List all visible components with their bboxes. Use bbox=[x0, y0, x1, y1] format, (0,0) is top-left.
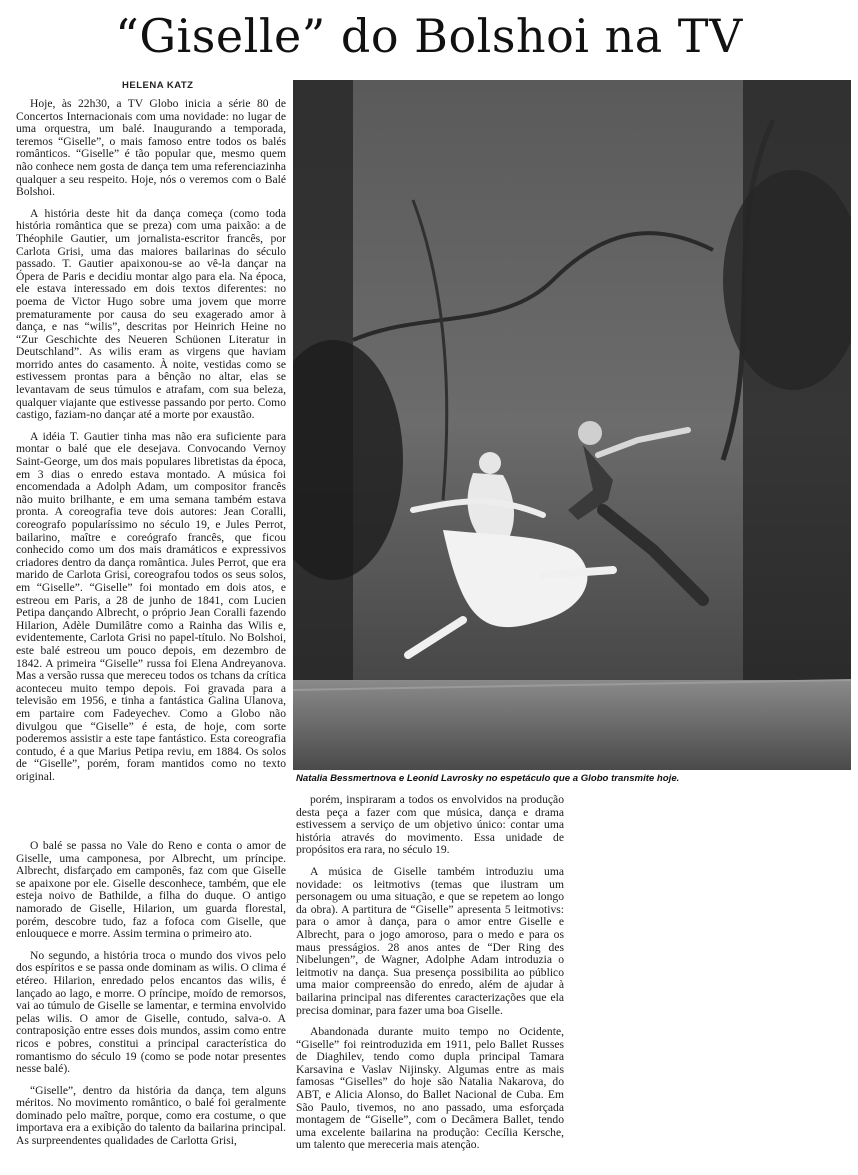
headline: “Giselle” do Bolshoi na TV bbox=[115, 9, 743, 63]
paragraph: O balé se passa no Vale do Reno e conta o amor de Giselle, uma camponesa, por Albrecht, um príncipe. Albrecht, disfarçado em camponês, faz com que Giselle se apaixone por ele. Giselle desconhece, também, que ele esteja noivo de Bathilde, a filha do duque. O antigo namorado de Giselle, Hilarion, um guarda florestal, porém, descobre tudo, faz a fofoca com Giselle, que enlouquece e morre. Assim termina o primeiro ato. bbox=[16, 839, 286, 941]
paragraph: A história deste hit da dança começa (como toda história romântica que se preza) com uma paixão: a de Théophile Gautier, um jornalista-escritor francês, por Carlota Grisi, uma das maiores bailarinas do século passado. T. Gautier apaixonou-se ao vê-la dançar na Ópera de Paris e decidiu montar algo para ela. Na época, ele estava interessado em dois textos diferentes: no poema de Victor Hugo sobre uma jovem que morre prematuramente por causa do seu exagerado amor à dança, e nas “wilis”, descritas por Heinrich Heine no “Zur Geschichte des Neueren Schüonen Literatur in Deutschland”. As wilis eram as virgens que haviam morrido antes do casamento. À noite, vestidas como se estivessem prontas para a bênção no altar, elas se levantavam de seus túmulos e atrafam, com sua beleza, qualquer viajante que estivesse passando por perto. Como castigo, faziam-no dançar até a morte por exaustão. bbox=[16, 206, 286, 422]
photo-caption: Natalia Bessmertnova e Leonid Lavrosky no espetáculo que a Globo transmite hoje. bbox=[296, 773, 680, 784]
ballet-photo bbox=[293, 80, 851, 770]
article-column-left-bottom bbox=[16, 840, 286, 1157]
paragraph: A música de Giselle também introduziu uma novidade: os leitmotivs (temas que ilustram um personagem ou uma situação, e que se repetem ao longo da obra). A partitura de “Giselle” apresenta 5 leitmotivs: para o amor à dança, para o amor entre Giselle e Albrecht, para o jogo amoroso, para o medo e para os maus presságios. 28 anos antes de “Der Ring des Nibelungen”, de Wagner, Adolphe Adam introduzia o leitmotiv na dança. Sua presença possibilita ao público uma maior compreensão do enredo, além de ajudar à bailarina principal nas diferentes caracterizações que ela precisa dominar, para fazer uma boa Giselle. bbox=[296, 864, 564, 1017]
paragraph: Hoje, às 22h30, a TV Globo inicia a série 80 de Concertos Internacionais com uma novidade: no lugar de uma orquestra, um balé. Inaugurando a temporada, teremos “Giselle”, o mais famoso entre todos os balés românticos. “Giselle” é tão popular que, mesmo quem não conhece nem gosta de dança tem uma referenciazinha qualquer a seu respeito. Hoje, nós o veremos com o Balé Bolshoi. bbox=[16, 97, 286, 199]
paragraph: No segundo, a história troca o mundo dos vivos pelo dos espíritos e se passa onde dominam as wilis. O clima é etéreo. Hilarion, enredado pelos encantos das wilis, é lançado ao lago, e morre. O príncipe, moído de remorsos, vai ao túmulo de Giselle se lamentar, e termina envolvido pelas wilis. O amor de Giselle, contudo, salva-o. A contraposição entre esses dois mundos, assim como entre ricos e pobres, constitui a principal característica do romantismo do século 19 (como se pode notar presentes nesse balé). bbox=[16, 948, 286, 1076]
article-column-right bbox=[296, 794, 564, 1161]
paragraph: Abandonada durante muito tempo no Ocidente, “Giselle” foi reintroduzida em 1911, pelo Ballet Russes de Diaghilev, tendo como dupla principal Tamara Karsavina e Vaslav Nijinsky. Algumas entre as mais famosas “Giselles” do hoje são Natalia Nakarova, do ABT, e Alicia Alonso, do Ballet Nacional de Cuba. Em São Paulo, tivemos, no ano passado, uma esforçada montagem de “Giselle”, com o Decâmera Ballet, tendo uma excelente bailarina na produção: Cecília Kersche, um talento que mereceria mais atenção. bbox=[296, 1025, 564, 1152]
article-column-left-top bbox=[16, 98, 286, 792]
paragraph: “Giselle”, dentro da história da dança, tem alguns méritos. No movimento romântico, o balé foi geralmente dominado pelo maître, porque, como era costume, o que importava era a exibição do talento da bailarina principal. As surpreendentes qualidades de Carlotta Grisi, bbox=[16, 1083, 286, 1148]
ballet-photo-illustration bbox=[293, 80, 851, 770]
paragraph: A idéia T. Gautier tinha mas não era suficiente para montar o balé que ele desejava. Convocando Vernoy Saint-George, um dos mais populares libretistas da época, em 3 dias o enredo estava montado. A música foi encomendada a Adolph Adam, um compositor francês não muito brilhante, e em uma semana também estava pronta. A coreografia teve dois autores: Jean Coralli, coreografo popularíssimo no século 19, e Jules Perrot, bailarino, maître e coreógrafo francês, que ficou conhecido como um dos mais dramáticos e expressivos criadores dentro da dança romântica. Jules Perrot, que era marido de Carlota Grisi, coreografou todos os seus solos, em “Giselle”. “Giselle” foi montado em dois atos, e estreou em Paris, a 28 de junho de 1841, com Lucien Petipa dançando Albrecht, o próprio Jean Coralli fazendo Hilarion, Adèle Dumilâtre como a Rainha das Wilis e, evidentemente, Carlota Grisi no papel-título. No Bolshoi, este balé estreou um pouco depois, em dezembro de 1842. A primeira “Giselle” russa foi Elena Andreyanova. Mas a versão russa que mereceu todos os tchans da crítica aconteceu muito tempo depois. Foi gravada para a televisão em 1956, e tinha a fantástica Galina Ulanova, em partaire com Fadeyechev. Como a Globo não divulgou que “Giselle” é esta, de hoje, com sorte poderemos assistir a este tape fantástico. Esta coreografia contudo, é a que Marius Petipa reviu, em 1884. Os solos de “Giselle”, porém, foram mantidos como no texto original. bbox=[16, 429, 286, 783]
byline: HELENA KATZ bbox=[122, 80, 194, 91]
paragraph: porém, inspiraram a todos os envolvidos na produção desta peça a fazer com que música, dança e drama estivessem a serviço de um objetivo único: contar uma história através do movimento. Essa unidade de propósitos era rara, no século 19. bbox=[296, 793, 564, 857]
